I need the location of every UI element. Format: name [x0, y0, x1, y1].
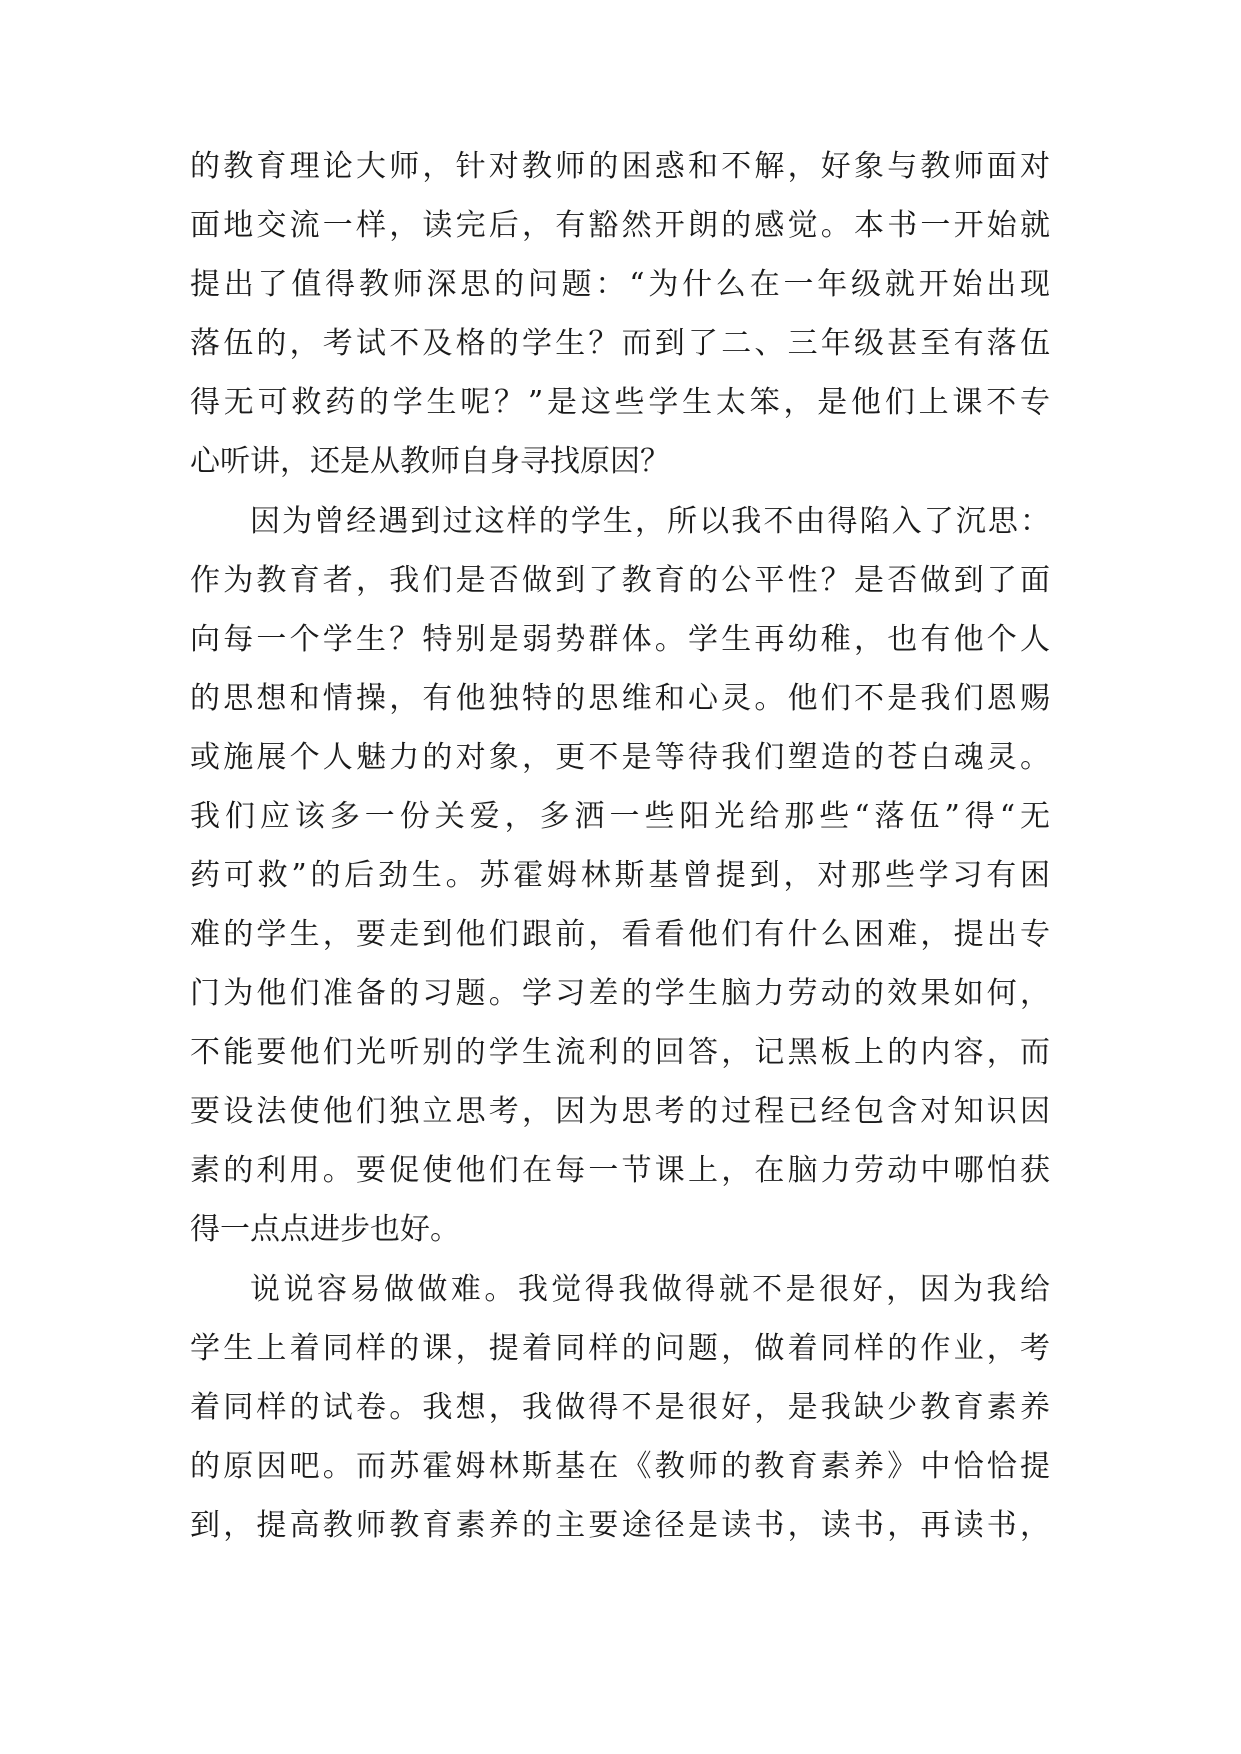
text-line: 药可救”的后劲生。苏霍姆林斯基曾提到，对那些学习有困 [190, 858, 1050, 893]
text-line: 得一点点进步也好。 [190, 1212, 460, 1247]
text-line: 的思想和情操，有他独特的思维和心灵。他们不是我们恩赐 [190, 681, 1050, 716]
text-line: 学生上着同样的课，提着同样的问题，做着同样的作业，考 [190, 1331, 1050, 1366]
text-line: 提出了值得教师深思的问题：“为什么在一年级就开始出现 [190, 267, 1050, 302]
text-line: 我们应该多一份关爱，多洒一些阳光给那些“落伍”得“无 [190, 799, 1050, 834]
text-line: 门为他们准备的习题。学习差的学生脑力劳动的效果如何， [190, 976, 1050, 1011]
text-line: 面地交流一样，读完后，有豁然开朗的感觉。本书一开始就 [190, 208, 1050, 243]
text-line: 要设法使他们独立思考，因为思考的过程已经包含对知识因 [190, 1094, 1050, 1129]
text-line: 素的利用。要促使他们在每一节课上，在脑力劳动中哪怕获 [190, 1153, 1050, 1188]
text-line: 的原因吧。而苏霍姆林斯基在《教师的教育素养》中恰恰提 [190, 1449, 1050, 1484]
paragraph-first-line: 因为曾经遇到过这样的学生，所以我不由得陷入了沉思： [250, 504, 1050, 539]
text-line: 到，提高教师教育素养的主要途径是读书，读书，再读书， [190, 1508, 1050, 1543]
text-line: 着同样的试卷。我想，我做得不是很好，是我缺少教育素养 [190, 1390, 1050, 1425]
text-line: 向每一个学生？特别是弱势群体。学生再幼稚，也有他个人 [190, 622, 1050, 657]
text-line: 或施展个人魅力的对象，更不是等待我们塑造的苍白魂灵。 [190, 740, 1050, 775]
text-line: 作为教育者，我们是否做到了教育的公平性？是否做到了面 [190, 563, 1050, 598]
text-line: 难的学生，要走到他们跟前，看看他们有什么困难，提出专 [190, 917, 1050, 952]
paragraph-first-line: 说说容易做做难。我觉得我做得就不是很好，因为我给 [250, 1272, 1050, 1307]
text-line: 落伍的，考试不及格的学生？而到了二、三年级甚至有落伍 [190, 326, 1050, 361]
text-line: 心听讲，还是从教师自身寻找原因？ [190, 444, 670, 479]
text-line: 不能要他们光听别的学生流利的回答，记黑板上的内容，而 [190, 1035, 1050, 1070]
text-line: 的教育理论大师，针对教师的困惑和不解，好象与教师面对 [190, 149, 1050, 184]
text-line: 得无可救药的学生呢？”是这些学生太笨，是他们上课不专 [190, 385, 1050, 420]
